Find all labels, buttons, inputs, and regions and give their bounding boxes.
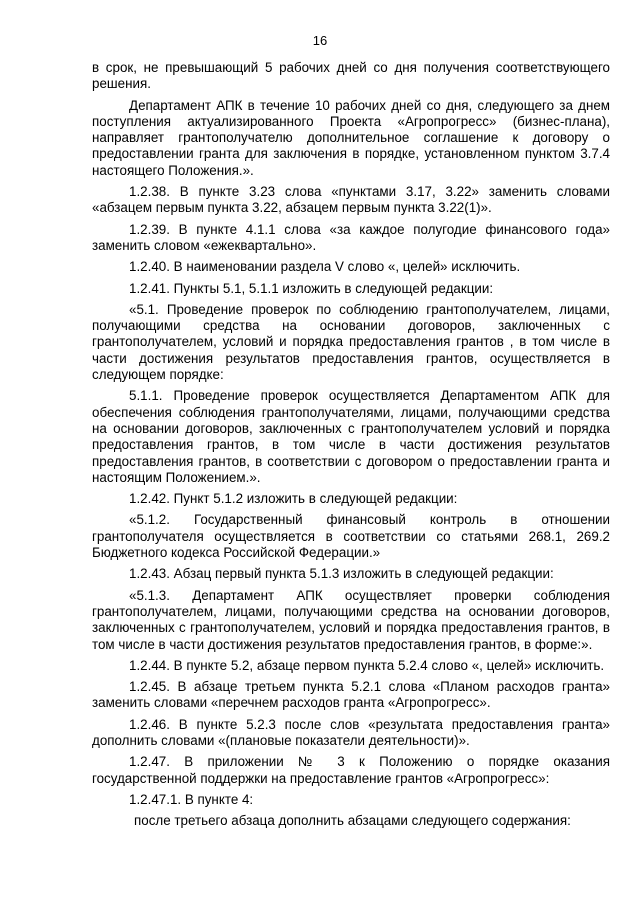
paragraph-1-2-44: 1.2.44. В пункте 5.2, абзаце первом пункта 5.2.4 слово «, целей» исключить.	[129, 657, 605, 673]
paragraph-1-2-46: 1.2.46. В пункте 5.2.3 после слов «результата предоставления гранта» дополнить словами «(плановые показатели деятельности)».	[92, 716, 610, 748]
paragraph-1-2-39: 1.2.39. В пункте 4.1.1 слова «за каждое полугодие финансового года» заменить словом «ежеквартально».	[92, 221, 610, 253]
paragraph-1: в срок, не превышающий 5 рабочих дней со дня получения соответствующего решения.	[92, 60, 610, 92]
paragraph-1-2-38: 1.2.38. В пункте 3.23 слова «пунктами 3.17, 3.22» заменить словами «абзацем первым пункта 3.22, абзацем первым пункта 3.22(1)».	[92, 184, 610, 216]
document-body	[92, 60, 610, 834]
page-number: 16	[312, 33, 328, 48]
paragraph-1-2-45: 1.2.45. В абзаце третьем пункта 5.2.1 слова «Планом расходов гранта» заменить словами «перечнем расходов гранта «Агропрогресс».	[92, 679, 610, 711]
paragraph-5-1-2: «5.1.2. Государственный финансовый контроль в отношении грантополучателя осуществляется в соответствии со статьями 268.1, 269.2 Бюджетного кодекса Российской Федерации.»	[92, 512, 610, 561]
paragraph-1-2-41: 1.2.41. Пункты 5.1, 5.1.1 изложить в следующей редакции:	[129, 280, 494, 296]
paragraph-5-1-3: «5.1.3. Департамент АПК осуществляет проверки соблюдения грантополучателем, лицами, получающими средства на основании договоров, заключенных с грантополучателем, условий и порядка предоставления грантов, в том числе в части достижения результатов предоставления грантов, в форме:».	[92, 587, 610, 652]
paragraph-1-2-43: 1.2.43. Абзац первый пункта 5.1.3 изложить в следующей редакции:	[129, 566, 554, 582]
paragraph-2: Департамент АПК в течение 10 рабочих дней со дня, следующего за днем поступления актуализированного Проекта «Агропрогресс» (бизнес-плана), направляет грантополучателю дополнительное соглашение к договору о предоставлении гранта для заключения в порядке, установленном пунктом 3.7.4 настоящего Положения.».	[92, 97, 610, 178]
paragraph-1-2-47: 1.2.47. В приложении № 3 к Положению о порядке оказания государственной поддержки на предоставление грантов «Агропрогресс»:	[92, 754, 610, 786]
paragraph-5-1-1: 5.1.1. Проведение проверок осуществляется Департаментом АПК для обеспечения соблюдения грантополучателями, лицами, получающими средства на основании договоров, заключенных с грантополучателем условий и порядка предоставления грантов, в том числе в части достижения результатов предоставления грантов, в соответствии с договором о предоставлении гранта и настоящим Положением.».	[92, 388, 610, 485]
paragraph-final: после третьего абзаца дополнить абзацами следующего содержания:	[134, 813, 571, 829]
paragraph-1-2-40: 1.2.40. В наименовании раздела V слово «, целей» исключить.	[129, 259, 521, 275]
paragraph-1-2-47-1: 1.2.47.1. В пункте 4:	[129, 791, 254, 807]
paragraph-1-2-42: 1.2.42. Пункт 5.1.2 изложить в следующей редакции:	[129, 491, 458, 507]
paragraph-5-1: «5.1. Проведение проверок по соблюдению грантополучателем, лицами, получающими средства на основании договоров, заключенных с грантополучателем, условий и порядка предоставления грантов , в том числе в части достижения результатов предоставления грантов, осуществляется в следующем порядке:	[92, 301, 610, 383]
